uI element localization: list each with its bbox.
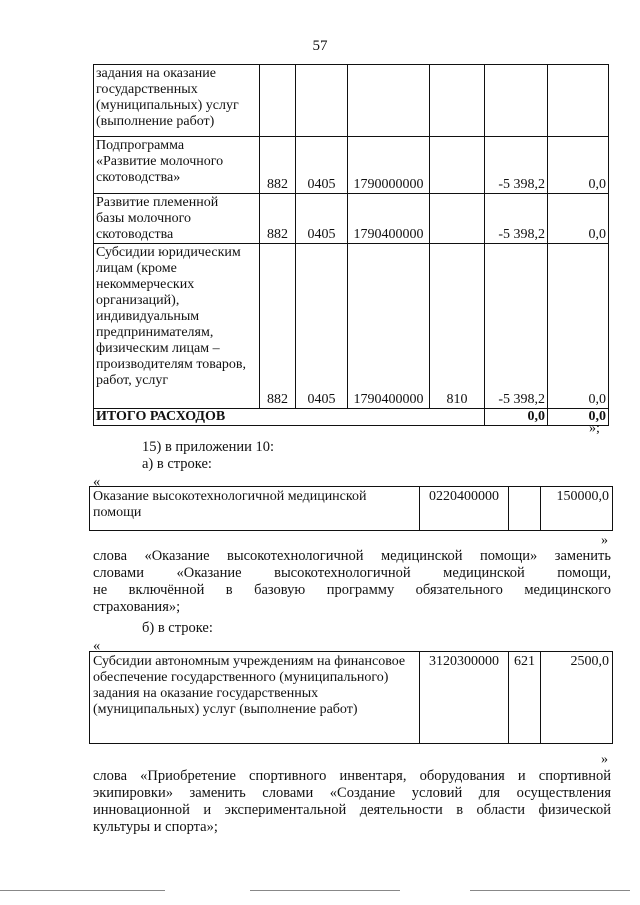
table-b-name: Субсидии автономным учреждениям на финансовое обеспечение государственного (муниципального) задания на оказание государственных (муниципальных) услуг (выполнение работ) [90, 652, 420, 744]
cell-amount-change [485, 65, 548, 137]
table-b-code: 3120300000 [420, 652, 509, 744]
total-label: ИТОГО РАСХОДОВ [94, 409, 485, 426]
cell-target-code [348, 65, 430, 137]
cell-type-code [430, 65, 485, 137]
cell-amount-change: -5 398,2 [485, 244, 548, 409]
table-row [94, 137, 609, 194]
paragraph-b-line: слова «Приобретение спортивного инвентаря, оборудования и спортивной [93, 768, 611, 784]
total-amount-total: 0,0 [548, 409, 609, 426]
row-name-line: (муниципальных) услуг [96, 98, 239, 113]
cell-type-code [430, 194, 485, 244]
sub-item-b: б) в строке: [142, 620, 213, 636]
paragraph-a-line: словами «Оказание высокотехнологичной медицинской помощи, [93, 565, 611, 581]
cell-admin-code: 882 [260, 244, 296, 409]
opening-quote: « [93, 474, 101, 490]
row-name-line: задания на оказание [96, 66, 216, 81]
cell-target-code: 1790400000 [348, 244, 430, 409]
table-b-type: 621 [509, 652, 541, 744]
table-b-row [90, 652, 613, 744]
paragraph-b [93, 768, 611, 836]
row-name-line: (выполнение работ) [96, 114, 215, 129]
item-15-text: 15) в приложении 10: [142, 439, 275, 455]
table-b [89, 651, 613, 744]
cell-amount-total: 0,0 [548, 244, 609, 409]
cell-type-code: 810 [430, 244, 485, 409]
paragraph-a-line: страхования»; [93, 599, 181, 615]
cell-admin-code: 882 [260, 137, 296, 194]
row-name-line: Субсидии юридическим [96, 245, 241, 260]
row-name-line: скотоводства» [96, 170, 181, 185]
closing-quote: »; [589, 421, 600, 436]
page-number: 57 [312, 38, 328, 54]
paragraph-b-line: культуры и спорта»; [93, 819, 218, 835]
cell-type-code [430, 137, 485, 194]
cell-admin-code [260, 65, 296, 137]
sub-item-a: а) в строке: [142, 456, 212, 472]
total-row [94, 409, 609, 426]
cell-section-code: 0405 [296, 137, 348, 194]
table-a-type [509, 487, 541, 531]
row-name-line: «Развитие молочного [96, 154, 224, 169]
table-b-amount: 2500,0 [541, 652, 613, 744]
table-a-amount: 150000,0 [541, 487, 613, 531]
row-name-line: некоммерческих [96, 277, 195, 292]
table-a-name: Оказание высокотехнологичной медицинской помощи [90, 487, 420, 531]
row-name [94, 65, 260, 137]
cell-section-code: 0405 [296, 244, 348, 409]
cell-amount-change: -5 398,2 [485, 194, 548, 244]
row-name-line: индивидуальным [96, 309, 200, 324]
paragraph-a-line: не включённой в базовую программу обязательного медицинского [93, 582, 611, 598]
row-name-line: скотоводства [96, 227, 174, 242]
budget-table [93, 64, 609, 426]
cell-amount-total [548, 65, 609, 137]
table-a [89, 486, 613, 531]
cell-section-code: 0405 [296, 194, 348, 244]
row-name-line: производителям товаров, [96, 357, 247, 372]
scan-artifact-line [0, 890, 165, 891]
opening-quote-b: « [93, 638, 101, 654]
paragraph-a-line: слова «Оказание высокотехнологичной медицинской помощи» заменить [93, 548, 611, 564]
scan-artifact-line [470, 890, 630, 891]
row-name [94, 244, 260, 409]
table-row [94, 194, 609, 244]
cell-admin-code: 882 [260, 194, 296, 244]
table-row [94, 65, 609, 137]
table-row [94, 244, 609, 409]
table-a-row [90, 487, 613, 531]
cell-target-code: 1790000000 [348, 137, 430, 194]
paragraph-b-line: инновационной и экспериментальной деятельности в области физической [93, 802, 611, 818]
row-name-line: Подпрограмма [96, 138, 185, 153]
cell-target-code: 1790400000 [348, 194, 430, 244]
closing-quote-a: » [601, 533, 608, 548]
cell-section-code [296, 65, 348, 137]
row-name-line: Развитие племенной [96, 195, 219, 210]
row-name-line: лицам (кроме [96, 261, 177, 276]
scan-artifact-line [250, 890, 400, 891]
total-amount-change: 0,0 [485, 409, 548, 426]
table-a-code: 0220400000 [420, 487, 509, 531]
row-name [94, 194, 260, 244]
row-name-line: базы молочного [96, 211, 191, 226]
cell-amount-total: 0,0 [548, 137, 609, 194]
closing-quote-b: » [601, 752, 608, 767]
cell-amount-change: -5 398,2 [485, 137, 548, 194]
row-name-line: физическим лицам – [96, 341, 220, 356]
row-name-line: предпринимателям, [96, 325, 214, 340]
cell-amount-total: 0,0 [548, 194, 609, 244]
row-name-line: государственных [96, 82, 198, 97]
row-name-line: работ, услуг [96, 373, 169, 388]
row-name [94, 137, 260, 194]
paragraph-a [93, 548, 611, 616]
paragraph-b-line: экипировки» заменить словами «Создание условий для осуществления [93, 785, 611, 801]
row-name-line: организаций), [96, 293, 180, 308]
